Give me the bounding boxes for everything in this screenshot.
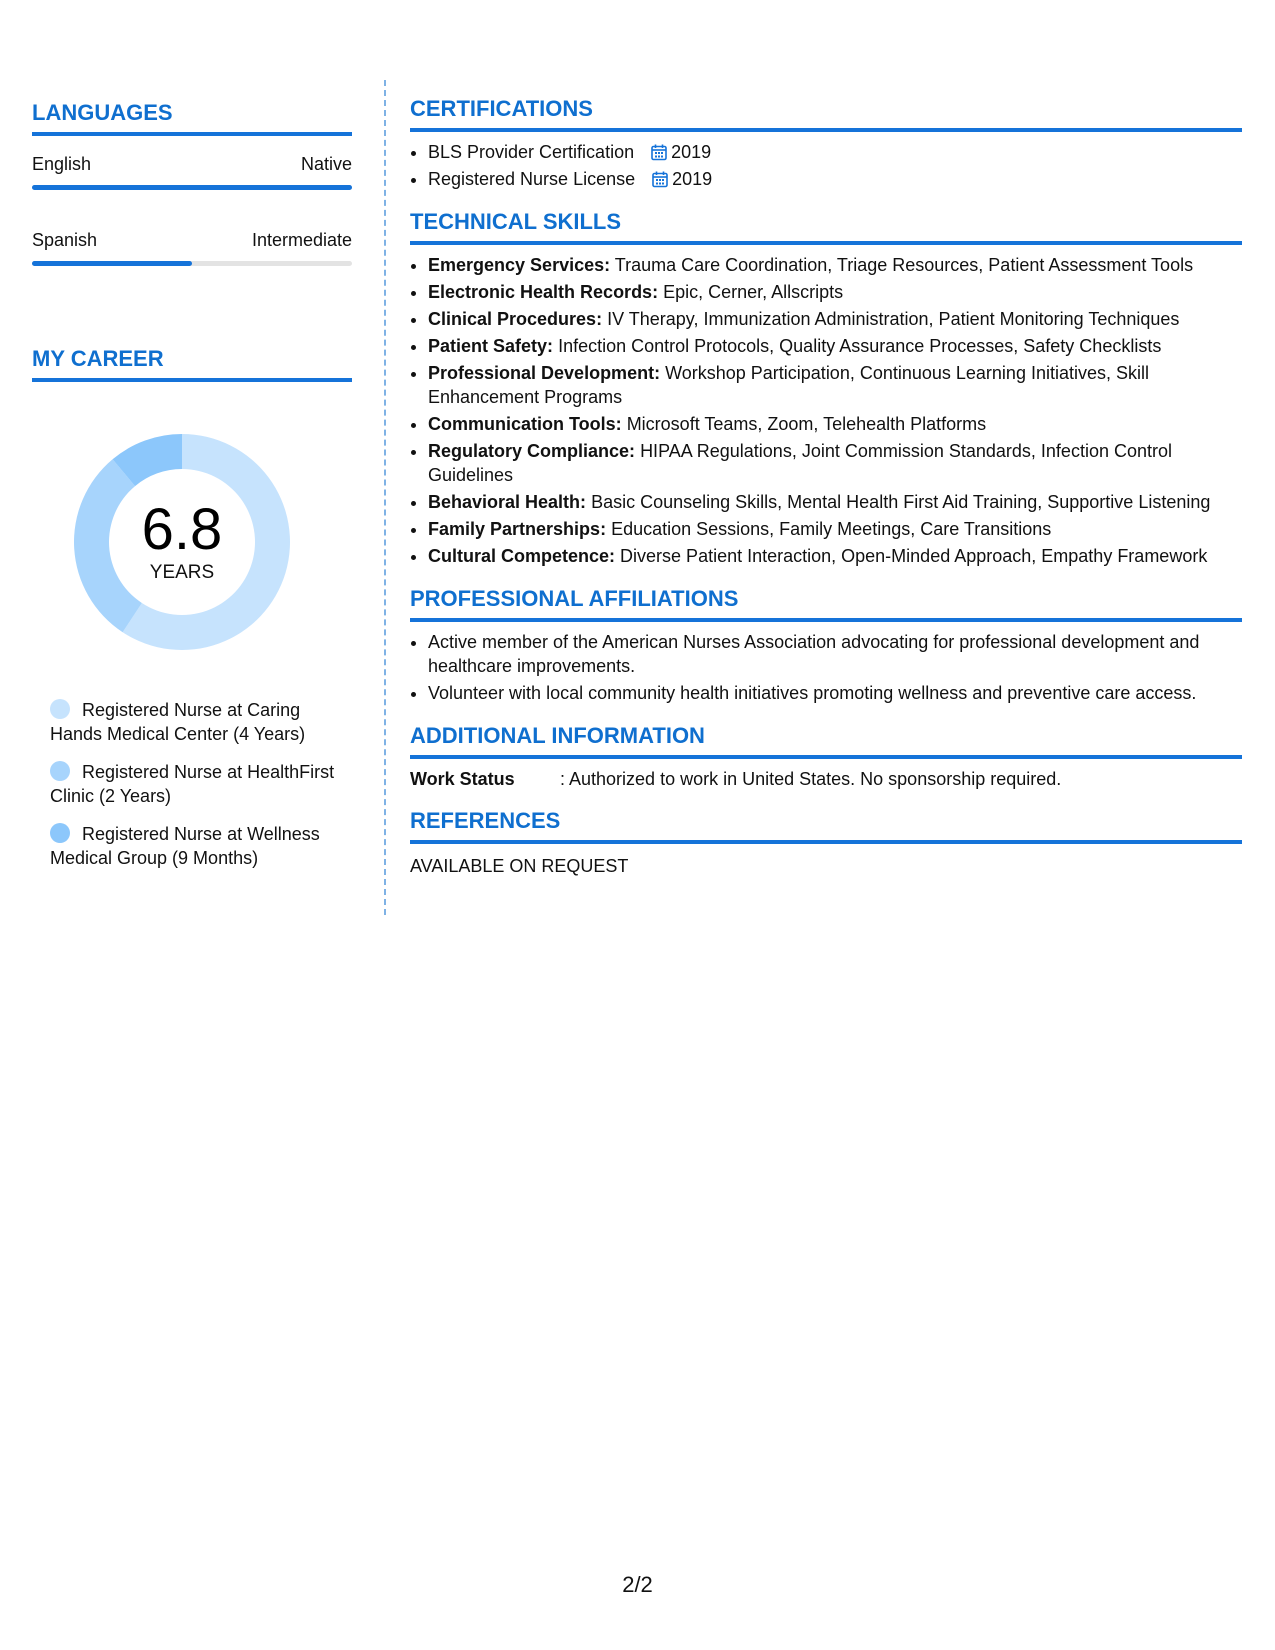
skill-item [428,334,1242,358]
career-legend-item [50,698,350,746]
career-donut-chart [62,422,302,662]
work-status-row [410,769,1242,790]
career-total-unit: YEARS [149,562,215,583]
language-proficiency-fill [32,261,192,266]
work-status-value: : Authorized to work in United States. No sponsorship required. [560,769,1062,789]
skill-item [428,412,1242,436]
career-legend [32,698,352,870]
certification-year: 2019 [671,142,712,162]
certification-name: Registered Nurse License [428,169,636,189]
legend-label: Registered Nurse at Caring Hands Medical Center (4 Years) [50,700,306,744]
calendar-icon [652,171,668,188]
language-proficiency-fill [32,185,352,190]
language-level: Intermediate [251,230,352,250]
certification-item [428,167,1242,191]
language-level: Native [300,154,352,174]
skill-label: Patient Safety: [428,336,554,356]
skill-label: Behavioral Health: [428,492,587,512]
language-proficiency-bar [32,261,352,266]
language-item [32,154,352,190]
skill-text: IV Therapy, Immunization Administration, Patient Monitoring Techniques [607,309,1180,329]
skill-text: Education Sessions, Family Meetings, Care Transitions [611,519,1052,539]
affiliations-heading: PROFESSIONAL AFFILIATIONS [410,586,1242,622]
additional-info-heading: ADDITIONAL INFORMATION [410,723,1242,759]
legend-label: Registered Nurse at HealthFirst Clinic (2 Years) [50,762,335,806]
references-heading: REFERENCES [410,808,1242,844]
career-legend-item [50,822,350,870]
certifications-heading: CERTIFICATIONS [410,96,1242,132]
language-item [32,230,352,266]
skill-item [428,361,1242,409]
skill-label: Professional Development: [428,363,661,383]
language-proficiency-bar [32,185,352,190]
affiliation-item: • Active member of the American Nurses Association advocating for professional development and healthcare improvements. [428,630,1242,678]
language-name: English [32,154,92,174]
legend-dot [50,761,70,781]
skill-label: Family Partnerships: [428,519,607,539]
affiliations-list [410,630,1242,705]
references-text: AVAILABLE ON REQUEST [410,856,629,876]
skill-label: Communication Tools: [428,414,622,434]
language-name: Spanish [32,230,98,250]
legend-label: Registered Nurse at Wellness Medical Group (9 Months) [50,824,320,868]
right-column [410,90,1242,877]
certification-year: 2019 [672,169,713,189]
skill-item [428,544,1242,568]
career-heading: MY CAREER [32,346,352,382]
skill-text: Epic, Cerner, Allscripts [663,282,844,302]
skill-text: Workshop Participation, Continuous Learning Initiatives, Skill Enhancement Programs [428,363,1149,407]
skill-item [428,490,1242,514]
left-column [32,100,352,884]
career-legend-item [50,760,350,808]
certification-name: BLS Provider Certification [428,142,635,162]
skill-label: Regulatory Compliance: [428,441,636,461]
skill-item [428,439,1242,487]
skill-item [428,517,1242,541]
skill-item [428,280,1242,304]
column-divider [384,80,386,915]
languages-heading: LANGUAGES [32,100,352,136]
skill-item [428,253,1242,277]
certifications-list [410,140,1242,191]
skill-label: Emergency Services: [428,255,611,275]
career-total-years: 6.8 [141,497,223,562]
skill-text: HIPAA Regulations, Joint Commission Standards, Infection Control Guidelines [428,441,1172,485]
skill-text: Trauma Care Coordination, Triage Resources, Patient Assessment Tools [614,255,1194,275]
skill-text: Infection Control Protocols, Quality Assurance Processes, Safety Checklists [558,336,1162,356]
skill-label: Electronic Health Records: [428,282,659,302]
legend-dot [50,699,70,719]
legend-dot [50,823,70,843]
calendar-icon [651,144,667,161]
page-number: 2/2 [622,1572,653,1597]
skill-text: Microsoft Teams, Zoom, Telehealth Platforms [626,414,987,434]
affiliation-item: • Volunteer with local community health initiatives promoting wellness and preventive care access. [428,681,1242,705]
certification-item [428,140,1242,164]
skill-item [428,307,1242,331]
skill-label: Cultural Competence: [428,546,616,566]
skill-text: Basic Counseling Skills, Mental Health First Aid Training, Supportive Listening [591,492,1211,512]
skill-label: Clinical Procedures: [428,309,603,329]
technical-skills-heading: TECHNICAL SKILLS [410,209,1242,245]
work-status-label: Work Status [410,769,515,789]
technical-skills-list [410,253,1242,568]
skill-text: Diverse Patient Interaction, Open-Minded Approach, Empathy Framework [620,546,1208,566]
